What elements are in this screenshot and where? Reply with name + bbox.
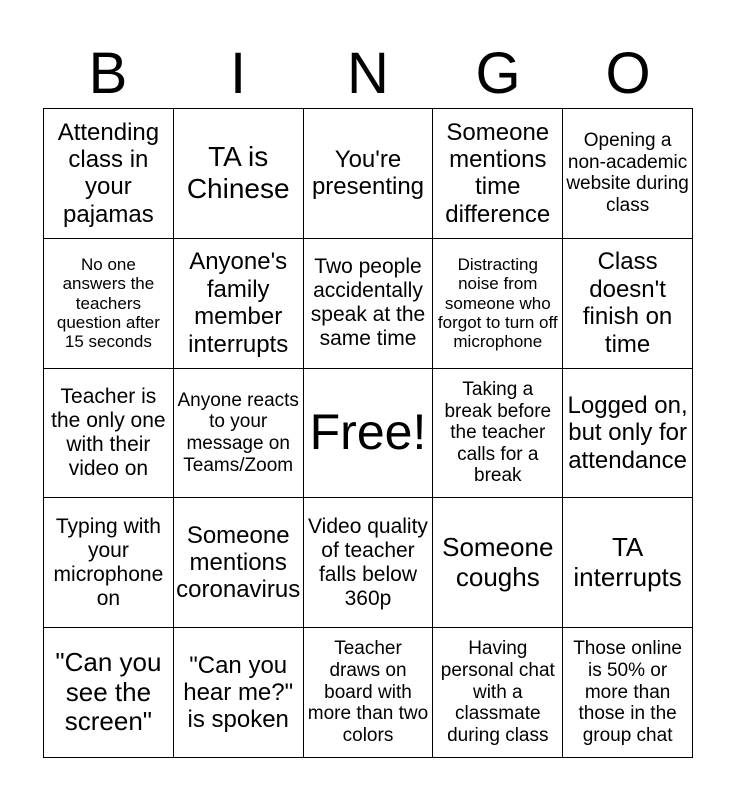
cell-text: Having personal chat with a classmate during class — [440, 638, 555, 747]
cell-text: Anyone reacts to your message on Teams/Zoom — [177, 389, 299, 476]
bingo-cell[interactable] — [174, 109, 304, 239]
cell-text: Distracting noise from someone who forgot to turn off microphone — [437, 254, 558, 352]
header-letter-g: G — [475, 41, 521, 106]
cell-text: Anyone's family member interrupts — [188, 248, 289, 358]
bingo-cell[interactable] — [563, 369, 693, 499]
cell-text: You're presenting — [311, 146, 425, 201]
bingo-cell[interactable] — [433, 628, 563, 758]
cell-text: Logged on, but only for attendance — [567, 391, 688, 474]
cell-text: Someone mentions coronavirus — [176, 521, 301, 604]
header-letter-n: N — [347, 41, 389, 106]
cell-text: Video quality of teacher falls below 360p — [308, 514, 428, 610]
cell-text: Two people accidentally speak at the same time — [310, 255, 426, 351]
bingo-cell[interactable] — [174, 628, 304, 758]
cell-text: Teacher is the only one with their video on — [51, 385, 166, 480]
bingo-cell[interactable] — [44, 498, 174, 628]
cell-text: Someone mentions time difference — [445, 118, 551, 228]
cell-text: Typing with your microphone on — [53, 514, 164, 610]
cell-text: TA is Chinese — [186, 141, 290, 205]
bingo-cell free-space[interactable] — [304, 369, 434, 499]
bingo-cell[interactable] — [563, 239, 693, 369]
bingo-cell[interactable] — [304, 498, 434, 628]
bingo-cell[interactable] — [174, 498, 304, 628]
cell-text: TA interrupts — [573, 532, 682, 592]
cell-text: No one answers the teachers question after 15 seconds — [56, 254, 160, 352]
header-letter-i: I — [229, 41, 247, 106]
cell-text: "Can you hear me?" is spoken — [183, 651, 294, 734]
cell-text: Teacher draws on board with more than two colors — [307, 638, 429, 747]
cell-text: Taking a break before the teacher calls for a break — [444, 378, 552, 487]
cell-text: Class doesn't finish on time — [582, 248, 673, 358]
cell-text: "Can you see the screen" — [55, 647, 162, 737]
bingo-cell[interactable] — [433, 239, 563, 369]
cell-text: Someone coughs — [442, 532, 554, 592]
bingo-cell[interactable] — [44, 369, 174, 499]
bingo-card-grid — [43, 108, 693, 758]
cell-text: Opening a non-academic website during class — [566, 130, 689, 217]
free-space-text: Free! — [309, 404, 427, 461]
bingo-cell[interactable] — [44, 109, 174, 239]
cell-text: Attending class in your pajamas — [57, 118, 160, 228]
bingo-cell[interactable] — [44, 239, 174, 369]
bingo-cell[interactable] — [174, 369, 304, 499]
bingo-cell[interactable] — [563, 628, 693, 758]
bingo-cell[interactable] — [563, 109, 693, 239]
bingo-cell[interactable] — [304, 628, 434, 758]
bingo-cell[interactable] — [563, 498, 693, 628]
bingo-cell[interactable] — [44, 628, 174, 758]
header-letter-o: O — [605, 41, 651, 106]
header-letter-b: B — [88, 41, 128, 106]
bingo-header — [43, 40, 693, 108]
bingo-cell[interactable] — [174, 239, 304, 369]
bingo-cell[interactable] — [304, 239, 434, 369]
cell-text: Those online is 50% or more than those in the group chat — [573, 638, 682, 747]
bingo-cell[interactable] — [433, 498, 563, 628]
bingo-cell[interactable] — [433, 109, 563, 239]
bingo-cell[interactable] — [433, 369, 563, 499]
bingo-cell[interactable] — [304, 109, 434, 239]
